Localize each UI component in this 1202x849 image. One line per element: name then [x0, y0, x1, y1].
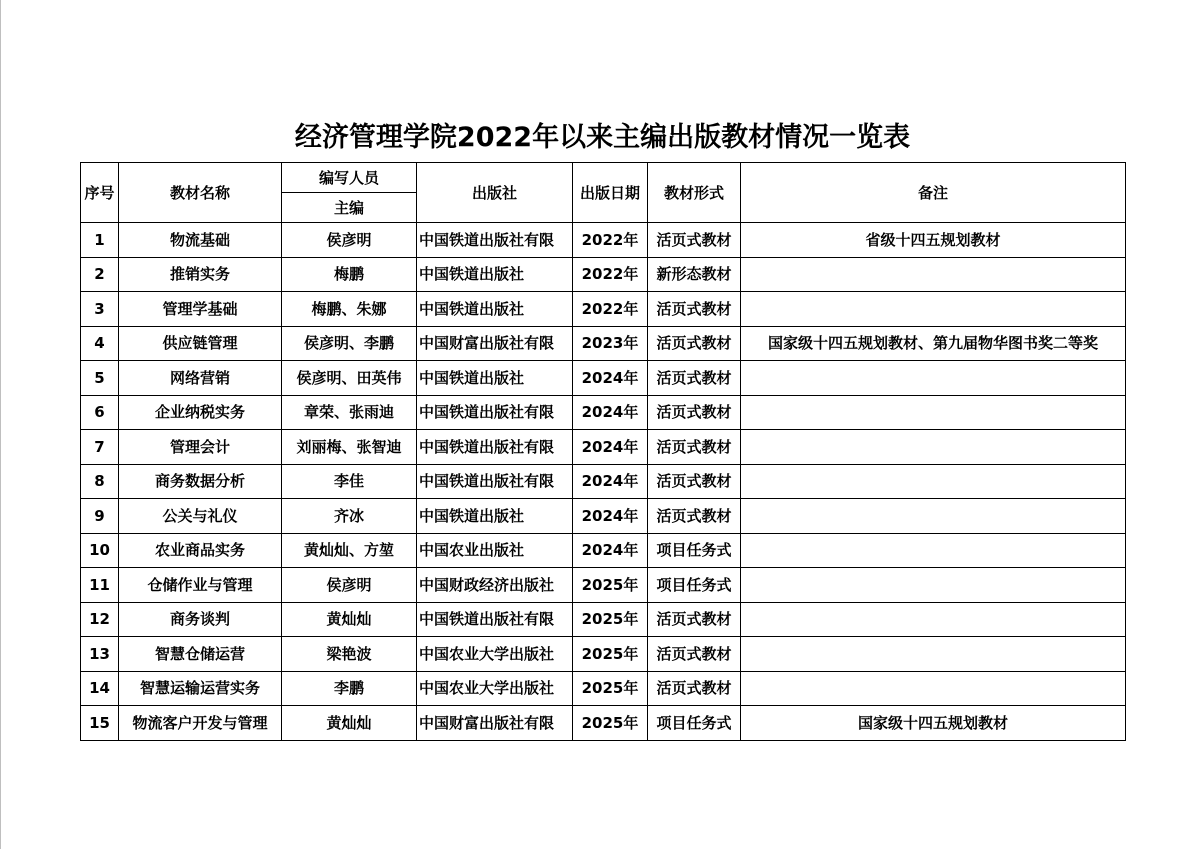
cell-remarks	[741, 499, 1126, 534]
cell-name: 商务谈判	[119, 602, 282, 637]
table-row	[81, 637, 1126, 672]
cell-remarks	[741, 395, 1126, 430]
cell-editor: 刘丽梅、张智迪	[282, 430, 417, 465]
cell-remarks	[741, 533, 1126, 568]
cell-seq: 4	[81, 326, 119, 361]
header-name: 教材名称	[119, 163, 282, 223]
cell-seq: 3	[81, 292, 119, 327]
cell-seq: 13	[81, 637, 119, 672]
cell-format: 活页式教材	[648, 361, 741, 396]
cell-date: 2025年	[573, 602, 648, 637]
cell-format: 活页式教材	[648, 395, 741, 430]
cell-editor: 章荣、张雨迪	[282, 395, 417, 430]
cell-date: 2025年	[573, 671, 648, 706]
cell-remarks	[741, 671, 1126, 706]
cell-format: 项目任务式	[648, 533, 741, 568]
cell-date: 2024年	[573, 499, 648, 534]
cell-name: 农业商品实务	[119, 533, 282, 568]
table-row	[81, 223, 1126, 258]
cell-publisher: 中国财富出版社有限	[417, 326, 573, 361]
table-row	[81, 464, 1126, 499]
cell-format: 活页式教材	[648, 637, 741, 672]
cell-editor: 梅鹏	[282, 257, 417, 292]
cell-date: 2022年	[573, 292, 648, 327]
header-format: 教材形式	[648, 163, 741, 223]
header-remarks: 备注	[741, 163, 1126, 223]
header-pub-date: 出版日期	[573, 163, 648, 223]
cell-remarks	[741, 637, 1126, 672]
cell-publisher: 中国铁道出版社	[417, 257, 573, 292]
cell-publisher: 中国农业出版社	[417, 533, 573, 568]
cell-date: 2022年	[573, 257, 648, 292]
header-chief-editor: 主编	[282, 193, 417, 223]
cell-date: 2024年	[573, 533, 648, 568]
cell-date: 2024年	[573, 464, 648, 499]
cell-seq: 15	[81, 706, 119, 741]
cell-format: 活页式教材	[648, 499, 741, 534]
cell-date: 2023年	[573, 326, 648, 361]
table-row	[81, 706, 1126, 741]
cell-remarks	[741, 292, 1126, 327]
cell-name: 供应链管理	[119, 326, 282, 361]
cell-editor: 黄灿灿	[282, 706, 417, 741]
cell-publisher: 中国铁道出版社	[417, 499, 573, 534]
table-row	[81, 292, 1126, 327]
cell-editor: 侯彦明、田英伟	[282, 361, 417, 396]
cell-seq: 10	[81, 533, 119, 568]
cell-format: 活页式教材	[648, 223, 741, 258]
cell-publisher: 中国铁道出版社有限	[417, 223, 573, 258]
cell-format: 活页式教材	[648, 464, 741, 499]
cell-remarks: 省级十四五规划教材	[741, 223, 1126, 258]
cell-remarks	[741, 361, 1126, 396]
cell-remarks: 国家级十四五规划教材	[741, 706, 1126, 741]
cell-format: 活页式教材	[648, 292, 741, 327]
cell-seq: 5	[81, 361, 119, 396]
cell-date: 2025年	[573, 706, 648, 741]
cell-name: 物流基础	[119, 223, 282, 258]
cell-seq: 8	[81, 464, 119, 499]
cell-editor: 李佳	[282, 464, 417, 499]
table-row	[81, 499, 1126, 534]
header-seq: 序号	[81, 163, 119, 223]
page-edge	[0, 0, 1, 849]
cell-date: 2022年	[573, 223, 648, 258]
cell-remarks	[741, 464, 1126, 499]
cell-name: 网络营销	[119, 361, 282, 396]
table-row	[81, 395, 1126, 430]
cell-publisher: 中国铁道出版社有限	[417, 430, 573, 465]
cell-publisher: 中国铁道出版社	[417, 292, 573, 327]
cell-seq: 9	[81, 499, 119, 534]
cell-remarks	[741, 602, 1126, 637]
cell-remarks	[741, 257, 1126, 292]
cell-publisher: 中国铁道出版社有限	[417, 602, 573, 637]
cell-editor: 李鹏	[282, 671, 417, 706]
cell-remarks	[741, 430, 1126, 465]
table-row	[81, 326, 1126, 361]
cell-editor: 梅鹏、朱娜	[282, 292, 417, 327]
cell-name: 智慧仓储运营	[119, 637, 282, 672]
table-body	[81, 223, 1126, 741]
cell-publisher: 中国农业大学出版社	[417, 671, 573, 706]
cell-name: 仓储作业与管理	[119, 568, 282, 603]
header-row	[81, 163, 1126, 193]
cell-seq: 11	[81, 568, 119, 603]
cell-format: 新形态教材	[648, 257, 741, 292]
header-authors-group: 编写人员	[282, 163, 417, 193]
cell-publisher: 中国财富出版社有限	[417, 706, 573, 741]
cell-date: 2024年	[573, 361, 648, 396]
table-row	[81, 361, 1126, 396]
cell-name: 物流客户开发与管理	[119, 706, 282, 741]
table-row	[81, 671, 1126, 706]
cell-name: 企业纳税实务	[119, 395, 282, 430]
cell-editor: 侯彦明	[282, 223, 417, 258]
cell-date: 2025年	[573, 637, 648, 672]
cell-publisher: 中国铁道出版社有限	[417, 464, 573, 499]
header-publisher: 出版社	[417, 163, 573, 223]
cell-date: 2025年	[573, 568, 648, 603]
cell-editor: 侯彦明	[282, 568, 417, 603]
cell-date: 2024年	[573, 430, 648, 465]
cell-name: 商务数据分析	[119, 464, 282, 499]
cell-editor: 黄灿灿、方堃	[282, 533, 417, 568]
cell-seq: 2	[81, 257, 119, 292]
cell-publisher: 中国铁道出版社	[417, 361, 573, 396]
cell-remarks	[741, 568, 1126, 603]
cell-publisher: 中国铁道出版社有限	[417, 395, 573, 430]
cell-editor: 黄灿灿	[282, 602, 417, 637]
cell-format: 项目任务式	[648, 568, 741, 603]
cell-seq: 6	[81, 395, 119, 430]
cell-seq: 7	[81, 430, 119, 465]
table-row	[81, 533, 1126, 568]
cell-format: 活页式教材	[648, 602, 741, 637]
cell-publisher: 中国农业大学出版社	[417, 637, 573, 672]
cell-format: 活页式教材	[648, 671, 741, 706]
cell-editor: 侯彦明、李鹏	[282, 326, 417, 361]
page-title: 经济管理学院2022年以来主编出版教材情况一览表	[294, 122, 911, 153]
cell-publisher: 中国财政经济出版社	[417, 568, 573, 603]
cell-name: 管理会计	[119, 430, 282, 465]
cell-format: 活页式教材	[648, 430, 741, 465]
cell-name: 公关与礼仪	[119, 499, 282, 534]
cell-name: 管理学基础	[119, 292, 282, 327]
cell-seq: 12	[81, 602, 119, 637]
cell-remarks: 国家级十四五规划教材、第九届物华图书奖二等奖	[741, 326, 1126, 361]
cell-editor: 齐冰	[282, 499, 417, 534]
table-row	[81, 430, 1126, 465]
cell-seq: 1	[81, 223, 119, 258]
cell-seq: 14	[81, 671, 119, 706]
table-row	[81, 257, 1126, 292]
textbook-table	[80, 162, 1126, 741]
cell-name: 推销实务	[119, 257, 282, 292]
table-row	[81, 602, 1126, 637]
cell-format: 项目任务式	[648, 706, 741, 741]
table-row	[81, 568, 1126, 603]
cell-editor: 梁艳波	[282, 637, 417, 672]
cell-format: 活页式教材	[648, 326, 741, 361]
cell-date: 2024年	[573, 395, 648, 430]
cell-name: 智慧运输运营实务	[119, 671, 282, 706]
